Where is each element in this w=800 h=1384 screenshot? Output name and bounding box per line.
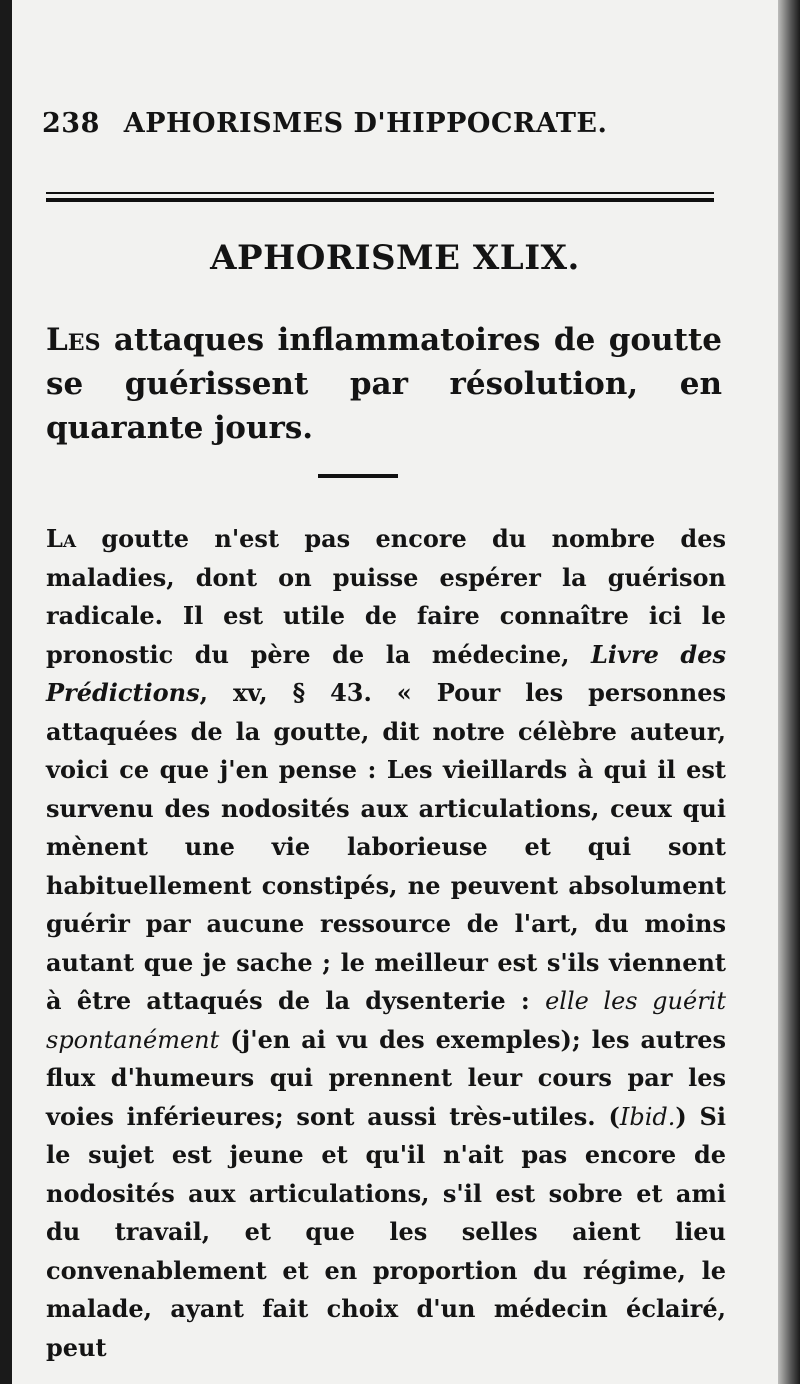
section-divider xyxy=(318,474,398,478)
commentary-paragraph xyxy=(46,520,726,1367)
commentary-text-2: , xv, § 43. « Pour les personnes attaquées de la goutte, dit notre célèbre auteur, voici ce que j'en pense : Les vieillards à qui il est survenu des nodosités aux articulations, ceux qui mènent une vie laborieuse et qui sont habituellement constipés, ne peuvent absolument guérir par aucune ressource de l'art, du moins autant que je sache ; le meilleur est s'ils viennent à être attaqués de la dysenterie : xyxy=(46,678,726,1015)
commentary-text-1: goutte n'est pas encore du nombre des maladies, dont on puisse espérer la guérison radicale. Il est utile de faire connaître ici le pronostic du père de la médecine, xyxy=(46,524,726,669)
book-reference: Livre des Prédictions xyxy=(46,639,726,707)
header-rule-thick xyxy=(46,198,714,202)
header-rule-thin xyxy=(46,192,714,194)
page-number: 238 xyxy=(42,108,100,139)
page-edge-shadow xyxy=(778,0,800,1384)
aphorism-title: APHORISME XLIX. xyxy=(210,238,580,278)
aphorism-body: attaques inflammatoires de goutte se guérissent par résolution, en quarante jours. xyxy=(46,322,722,446)
aphorism-first-word: Les xyxy=(46,322,101,358)
running-title: APHORISMES D'HIPPOCRATE. xyxy=(123,108,608,139)
running-head xyxy=(42,108,642,139)
ibid-reference: Ibid. xyxy=(619,1102,676,1131)
italic-quote: elle les guérit spontanément xyxy=(46,987,726,1054)
aphorism-text xyxy=(46,318,722,450)
commentary-first-word: La xyxy=(46,524,77,553)
book-page xyxy=(12,0,778,1384)
commentary-text-4: ) Si le sujet est jeune et qu'il n'ait pas encore de nodosités aux articulations, s'il est sobre et ami du travail, et que les selles aient lieu convenablement et en proportion du régime, le malade, ayant fait choix d'un médecin éclairé, peut xyxy=(46,1101,726,1362)
commentary-text-3: (j'en ai vu des exemples); les autres flux d'humeurs qui prennent leur cours par les voies inférieures; sont aussi très-utiles. ( xyxy=(46,1024,726,1131)
